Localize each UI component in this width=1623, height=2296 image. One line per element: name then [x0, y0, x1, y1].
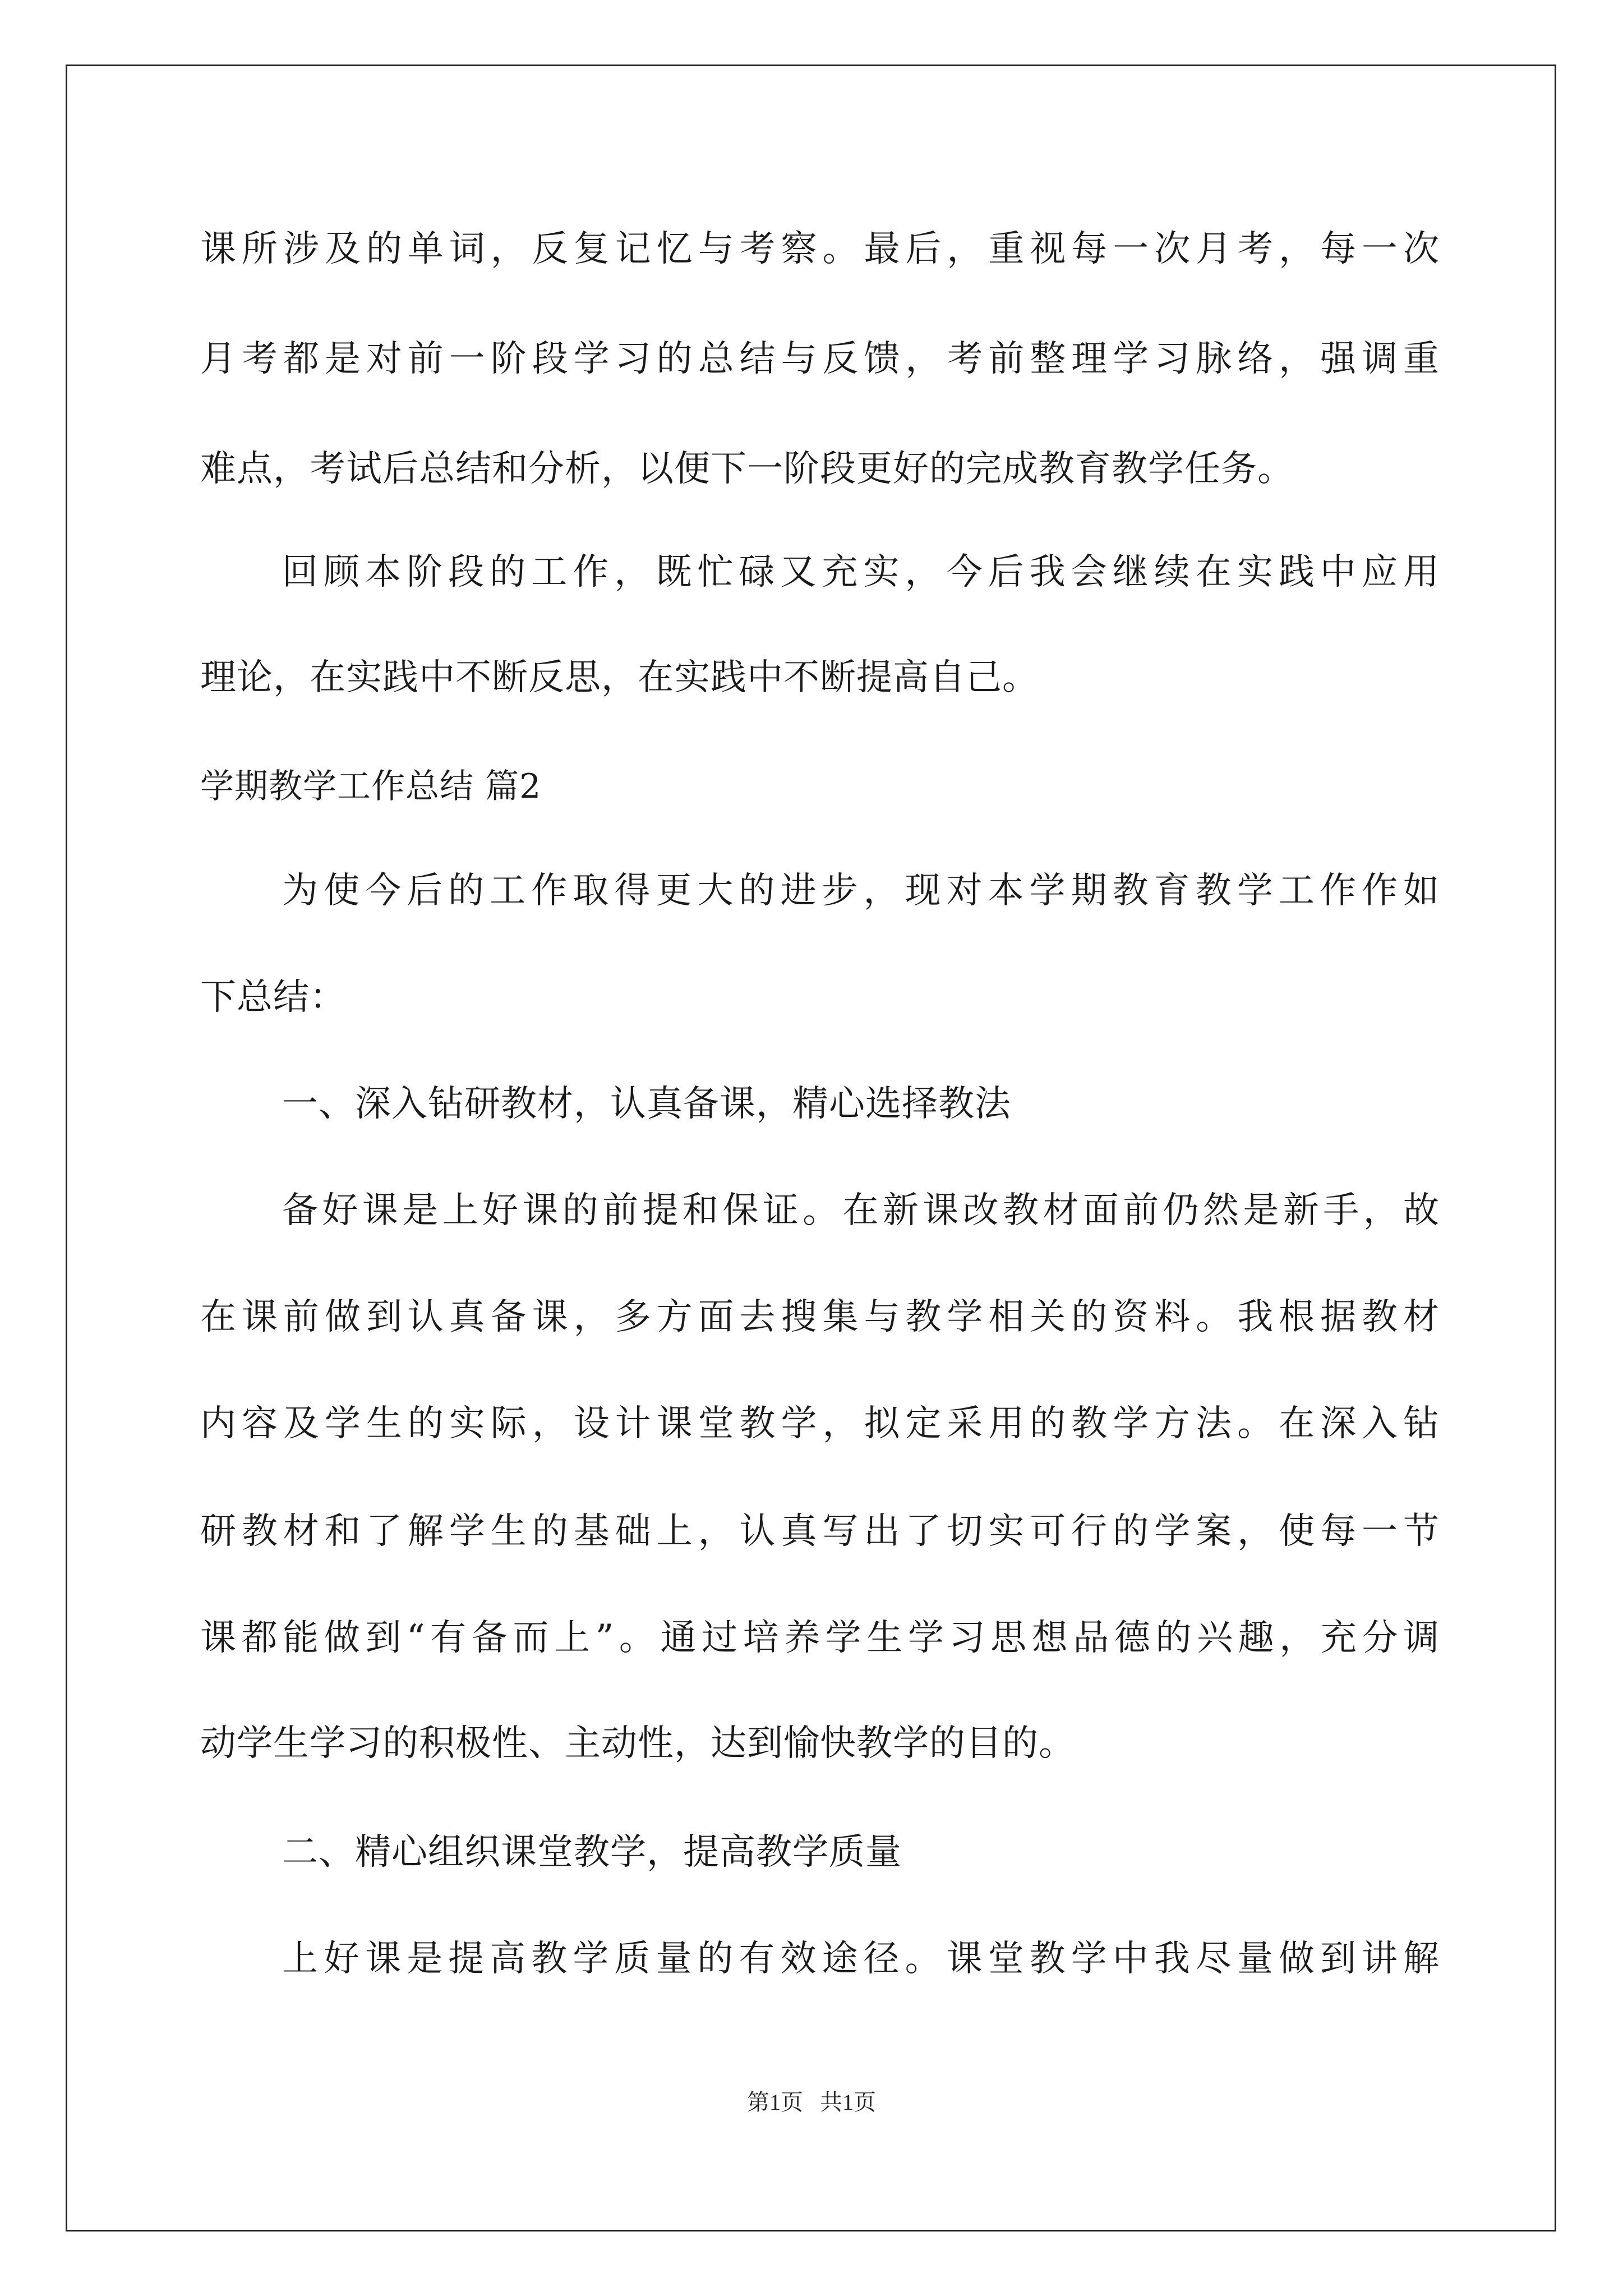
section-heading: 学期教学工作总结 篇2	[200, 767, 542, 806]
body-line: 月考都是对前一阶段学习的总结与反馈，考前整理学习脉络，强调重	[200, 338, 1440, 380]
paragraph-first-line: 备好课是上好课的前提和保证。在新课改教材面前仍然是新手，故	[282, 1190, 1440, 1231]
body-line: 理论，在实践中不断反思，在实践中不断提高自己。	[200, 657, 1039, 698]
body-line: 课都能做到“有备而上”。通过培养学生学习思想品德的兴趣，充分调	[200, 1617, 1440, 1659]
page-frame	[66, 65, 1556, 2231]
body-line: 内容及学生的实际，设计课堂教学，拟定采用的教学方法。在深入钻	[200, 1403, 1440, 1444]
subheading: 一、深入钻研教材，认真备课，精心选择教法	[282, 1083, 1011, 1125]
body-line: 在课前做到认真备课，多方面去搜集与教学相关的资料。我根据教材	[200, 1296, 1440, 1338]
body-line: 难点，考试后总结和分析，以便下一阶段更好的完成教育教学任务。	[200, 448, 1294, 490]
paragraph-first-line: 为使今后的工作取得更大的进步，现对本学期教育教学工作作如	[282, 870, 1440, 912]
body-line: 动学生学习的积极性、主动性，达到愉快教学的目的。	[200, 1723, 1075, 1764]
subheading: 二、精心组织课堂教学，提高教学质量	[282, 1832, 902, 1873]
page-footer: 第1页 共1页	[747, 2090, 876, 2115]
body-line: 研教材和了解学生的基础上，认真写出了切实可行的学案，使每一节	[200, 1511, 1440, 1552]
body-line: 课所涉及的单词，反复记忆与考察。最后，重视每一次月考，每一次	[200, 228, 1440, 270]
paragraph-first-line: 回顾本阶段的工作，既忙碌又充实，今后我会继续在实践中应用	[282, 551, 1440, 593]
body-line: 下总结：	[200, 977, 346, 1018]
paragraph-first-line: 上好课是提高教学质量的有效途径。课堂教学中我尽量做到讲解	[282, 1938, 1440, 1980]
